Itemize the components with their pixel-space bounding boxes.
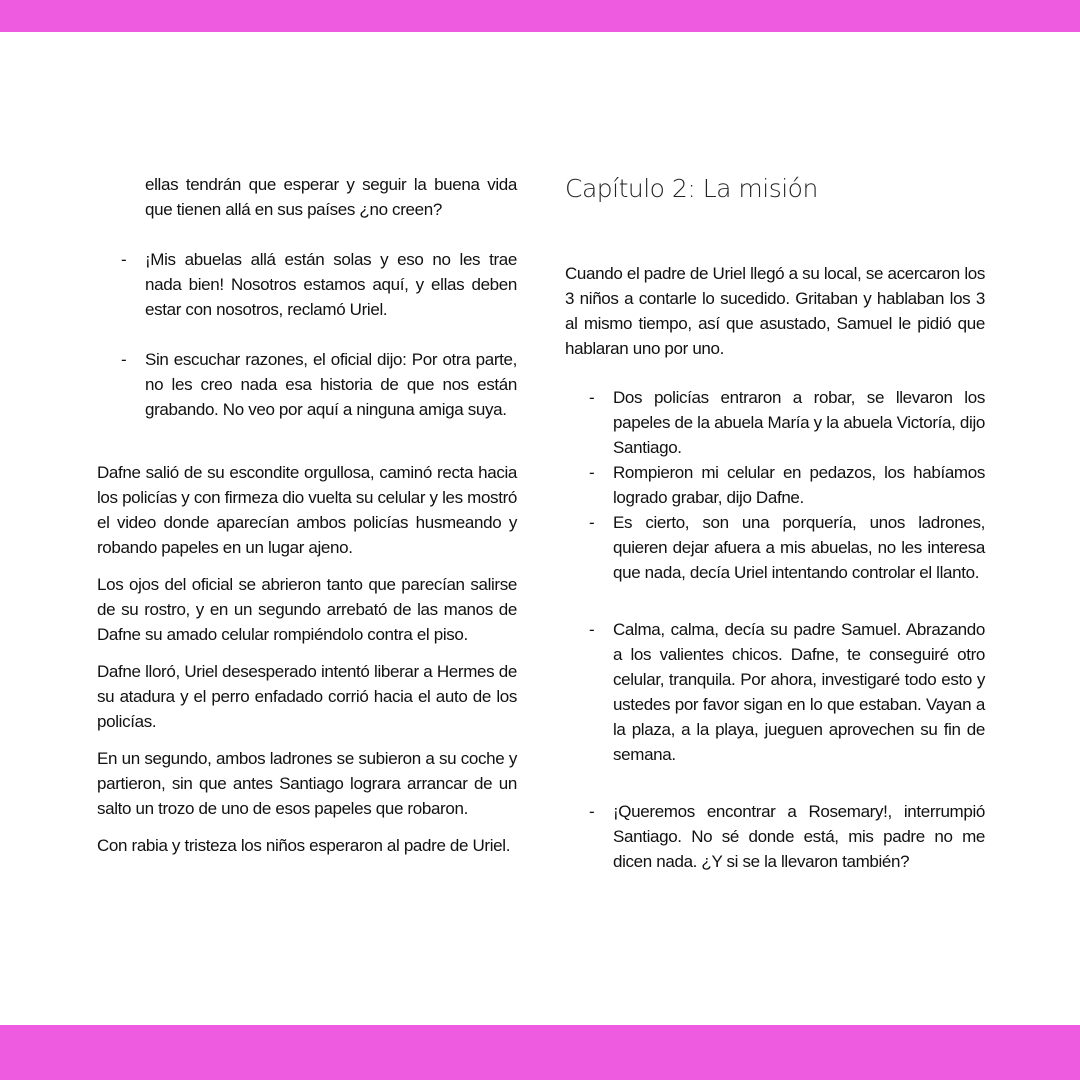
- dialogue-line: [97, 347, 517, 422]
- body-paragraph: Los ojos del oficial se abrieron tanto que parecían salirse de su rostro, y en un segundo arrebató de las manos de Dafne su amado celular rompiéndolo contra el piso.: [97, 575, 517, 644]
- dialogue-dash: -: [589, 388, 595, 407]
- dialogue-dash: -: [589, 513, 595, 532]
- dialogue-text: ¡Queremos encontrar a Rosemary!, interrumpió Santiago. No sé donde está, mis padre no me dicen nada. ¿Y si se la llevaron también?: [613, 802, 985, 871]
- chapter-title: Capítulo 2: La misión: [565, 174, 818, 203]
- dialogue-dash: -: [121, 350, 127, 369]
- dialogue-dash: -: [589, 802, 595, 821]
- dialogue-text: Es cierto, son una porquería, unos ladrones, quieren dejar afuera a mis abuelas, no les interesa que nada, decía Uriel intentando controlar el llanto.: [613, 513, 985, 582]
- body-paragraph: Dafne lloró, Uriel desesperado intentó liberar a Hermes de su atadura y el perro enfadado corrió hacia el auto de los policías.: [97, 662, 517, 731]
- dialogue-line: [565, 799, 985, 874]
- right-column: [565, 172, 985, 874]
- dialogue-text: ¡Mis abuelas allá están solas y eso no les trae nada bien! Nosotros estamos aquí, y ellas deben estar con nosotros, reclamó Uriel.: [145, 250, 517, 319]
- body-paragraph: Con rabia y tristeza los niños esperaron al padre de Uriel.: [97, 836, 511, 855]
- dialogue-line: [565, 510, 985, 585]
- left-column: [97, 172, 517, 870]
- body-paragraph: Cuando el padre de Uriel llegó a su local, se acercaron los 3 niños a contarle lo sucedido. Gritaban y hablaban los 3 al mismo tiempo, así que asustado, Samuel le pidió que hablaran uno por uno.: [565, 264, 985, 358]
- dialogue-dash: -: [121, 250, 127, 269]
- dialogue-text: Sin escuchar razones, el oficial dijo: Por otra parte, no les creo nada esa historia de que nos están grabando. No veo por aquí a ninguna amiga suya.: [145, 350, 517, 419]
- dialogue-dash: -: [589, 620, 595, 639]
- dialogue-line: [565, 460, 985, 510]
- dialogue-dash: -: [589, 463, 595, 482]
- dialogue-text: Rompieron mi celular en pedazos, los habíamos logrado grabar, dijo Dafne.: [613, 463, 985, 507]
- body-paragraph: En un segundo, ambos ladrones se subieron a su coche y partieron, sin que antes Santiago lograra arrancar de un salto un trozo de uno de esos papeles que robaron.: [97, 749, 517, 818]
- dialogue-continuation: ellas tendrán que esperar y seguir la buena vida que tienen allá en sus países ¿no creen?: [145, 175, 517, 219]
- dialogue-text: Calma, calma, decía su padre Samuel. Abrazando a los valientes chicos. Dafne, te conseguiré otro celular, tranquila. Por ahora, investigaré todo esto y ustedes por favor sigan en lo que estaban. Vayan a la plaza, a la playa, jueguen aprovechen su fin de semana.: [613, 620, 985, 764]
- dialogue-line: [565, 385, 985, 460]
- body-paragraph: Dafne salió de su escondite orgullosa, caminó recta hacia los policías y con firmeza dio vuelta su celular y les mostró el video donde aparecían ambos policías husmeando y robando papeles en un lugar ajeno.: [97, 463, 517, 557]
- dialogue-line: [565, 617, 985, 767]
- dialogue-line: [97, 247, 517, 322]
- bottom-accent-band: [0, 1025, 1080, 1080]
- top-accent-band: [0, 0, 1080, 32]
- dialogue-text: Dos policías entraron a robar, se llevaron los papeles de la abuela María y la abuela Victoría, dijo Santiago.: [613, 388, 985, 457]
